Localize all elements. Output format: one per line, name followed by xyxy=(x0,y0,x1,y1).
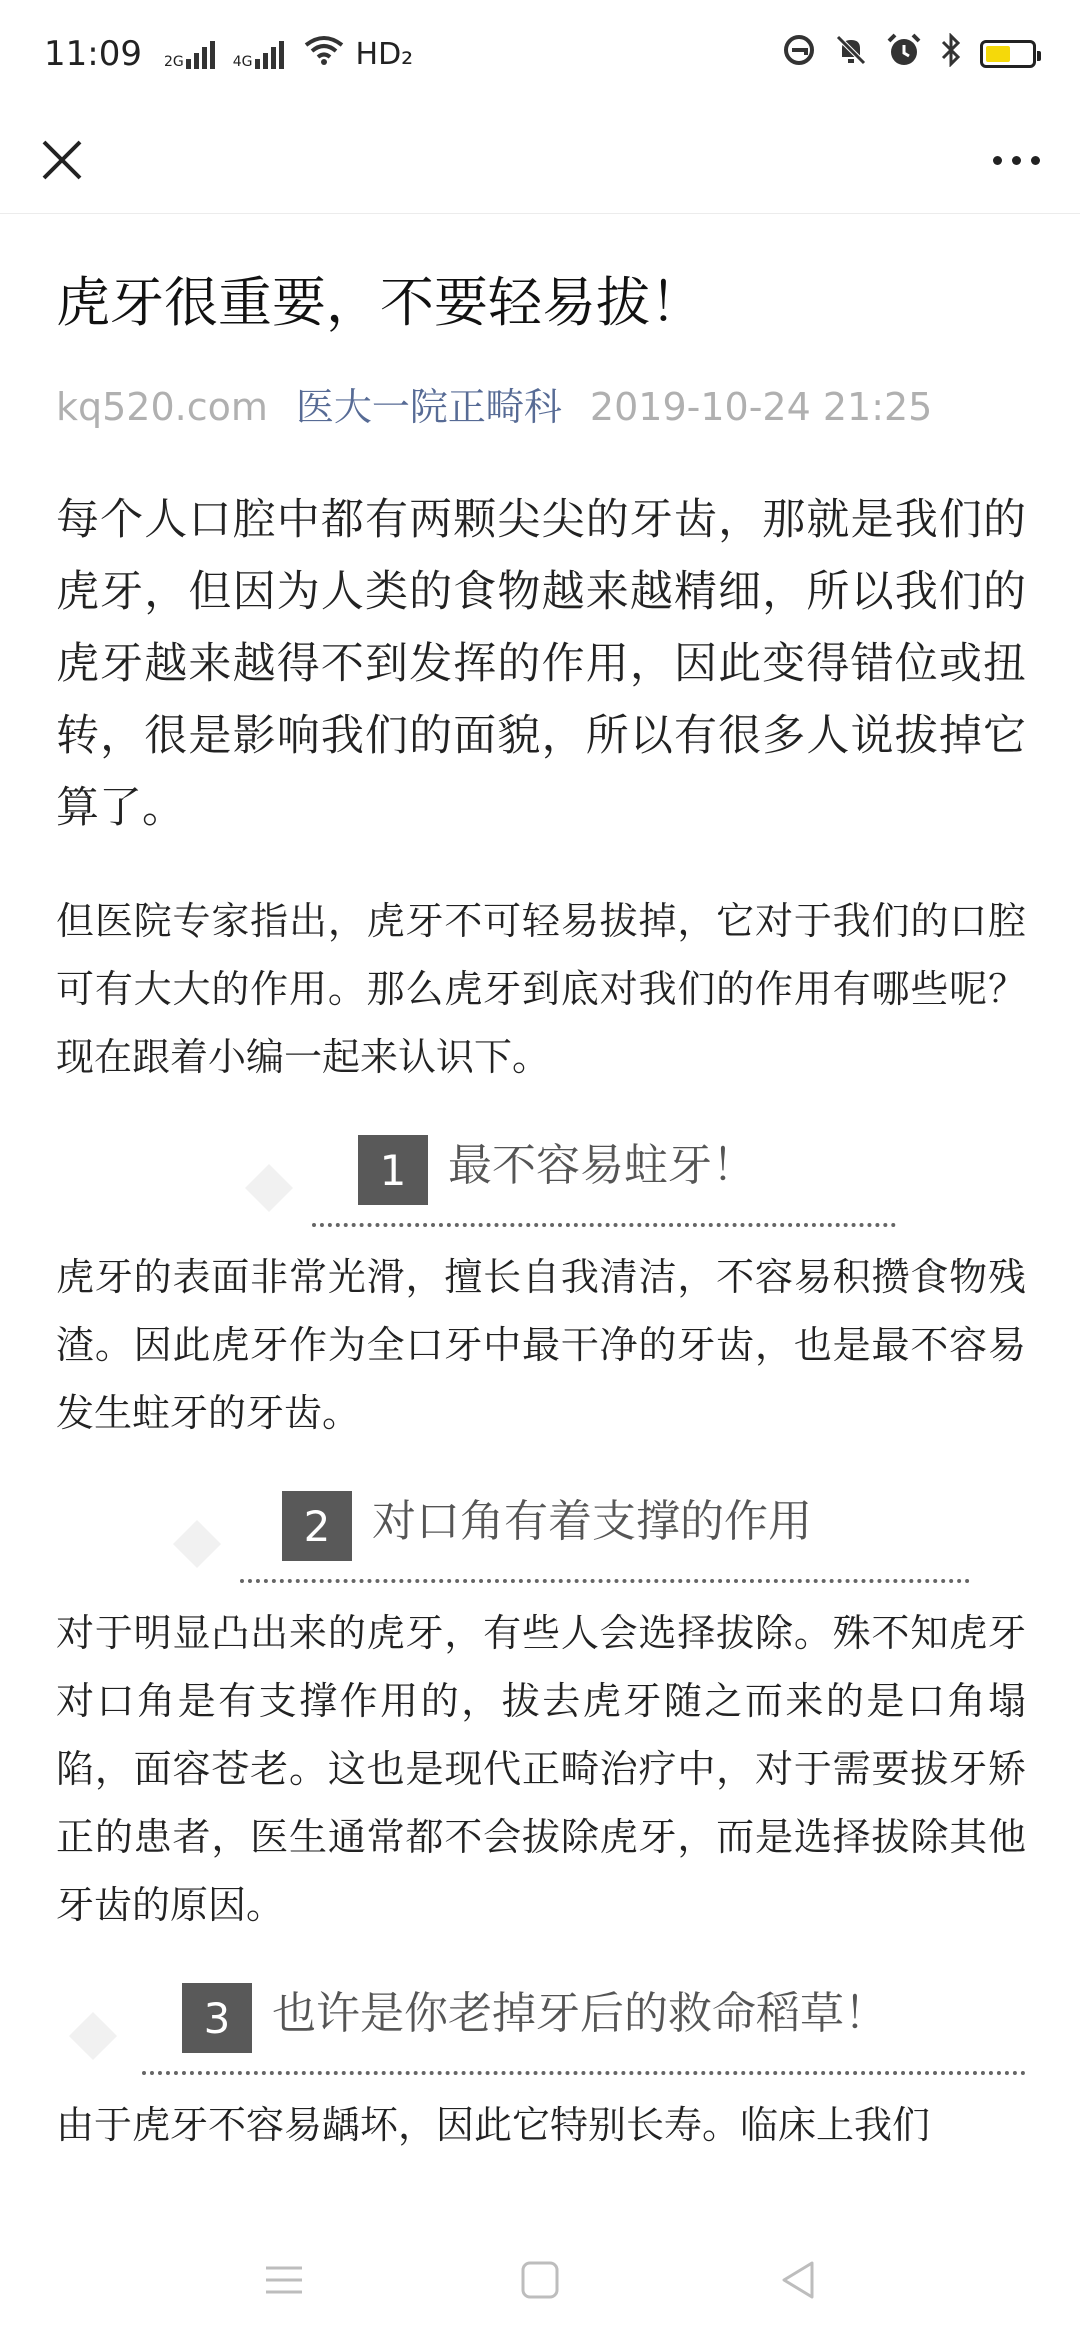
mute-icon xyxy=(834,33,868,76)
home-icon xyxy=(518,2258,562,2302)
clock: 11:09 xyxy=(44,34,142,74)
article-datetime: 2019-10-24 21:25 xyxy=(589,385,933,429)
intro-paragraph: 但医院专家指出，虎牙不可轻易拔掉，它对于我们的口腔可有大大的作用。那么虎牙到底对我们的作用有哪些呢？现在跟着小编一起来认识下。 xyxy=(56,899,1026,1079)
account-link[interactable]: 医大一院正畸科 xyxy=(295,385,562,429)
signal-icon xyxy=(164,39,215,69)
section-divider-3 xyxy=(142,2071,1026,2075)
article-source: kq520.com xyxy=(56,385,268,429)
section-number-1: 1 xyxy=(358,1135,428,1205)
sim2-label: 4G xyxy=(232,54,253,70)
sim1-label: 2G xyxy=(163,54,184,70)
status-left xyxy=(44,34,413,74)
section-number-2: 2 xyxy=(282,1491,352,1561)
focus-icon xyxy=(782,33,816,76)
home-button[interactable] xyxy=(518,2258,562,2306)
status-bar xyxy=(0,0,1080,108)
top-nav-bar xyxy=(0,108,1080,214)
section-body-1: 虎牙的表面非常光滑，擅长自我清洁，不容易积攒食物残渣。因此虎牙作为全口牙中最干净的牙齿，也是最不容易发生蛀牙的牙齿。 xyxy=(56,1255,1026,1435)
decoration-diamond xyxy=(245,1164,293,1212)
wifi-icon xyxy=(304,34,344,74)
section-title-1: 最不容易蛀牙！ xyxy=(448,1140,756,1191)
lead-paragraph: 每个人口腔中都有两颗尖尖的牙齿，那就是我们的虎牙，但因为人类的食物越来越精细，所以我们的虎牙越来越得不到发挥的作用，因此变得错位或扭转，很是影响我们的面貌，所以有很多人说拔掉它算了。 xyxy=(56,495,1026,833)
section-title-3: 也许是你老掉牙后的救命稻草！ xyxy=(272,1988,888,2039)
close-button[interactable] xyxy=(30,128,94,192)
article xyxy=(56,214,1026,2159)
article-meta xyxy=(56,380,1026,434)
close-icon xyxy=(30,128,94,192)
alarm-icon xyxy=(886,32,922,77)
more-button[interactable] xyxy=(980,128,1052,192)
section-heading-2 xyxy=(56,1469,1026,1599)
back-icon xyxy=(776,2258,820,2302)
article-title: 虎牙很重要，不要轻易拔！ xyxy=(56,271,704,334)
hd-label: HD₂ xyxy=(355,36,414,72)
section-divider-1 xyxy=(312,1223,896,1227)
signal-icon-2 xyxy=(233,39,284,69)
section-heading-1 xyxy=(56,1113,1026,1243)
section-heading-3 xyxy=(56,1961,1026,2091)
status-right xyxy=(782,32,1036,77)
menu-button[interactable] xyxy=(262,2258,306,2306)
section-number-3: 3 xyxy=(182,1983,252,2053)
more-icon xyxy=(993,156,1002,165)
system-nav-bar xyxy=(0,2230,1080,2340)
menu-icon xyxy=(262,2258,306,2302)
section-body-3: 由于虎牙不容易龋坏，因此它特别长寿。临床上我们 xyxy=(56,2103,931,2147)
battery-icon xyxy=(980,40,1036,68)
decoration-diamond xyxy=(173,1520,221,1568)
decoration-diamond xyxy=(69,2012,117,2060)
section-title-2: 对口角有着支撑的作用 xyxy=(372,1496,812,1547)
section-body-2: 对于明显凸出来的虎牙，有些人会选择拔除。殊不知虎牙对口角是有支撑作用的，拔去虎牙随之而来的是口角塌陷，面容苍老。这也是现代正畸治疗中，对于需要拔牙矫正的患者，医生通常都不会拔除虎牙，而是选择拔除其他牙齿的原因。 xyxy=(56,1611,1026,1927)
back-button[interactable] xyxy=(776,2258,820,2306)
section-divider-2 xyxy=(240,1579,970,1583)
battery-fill xyxy=(986,46,1010,62)
bluetooth-icon xyxy=(940,33,962,76)
